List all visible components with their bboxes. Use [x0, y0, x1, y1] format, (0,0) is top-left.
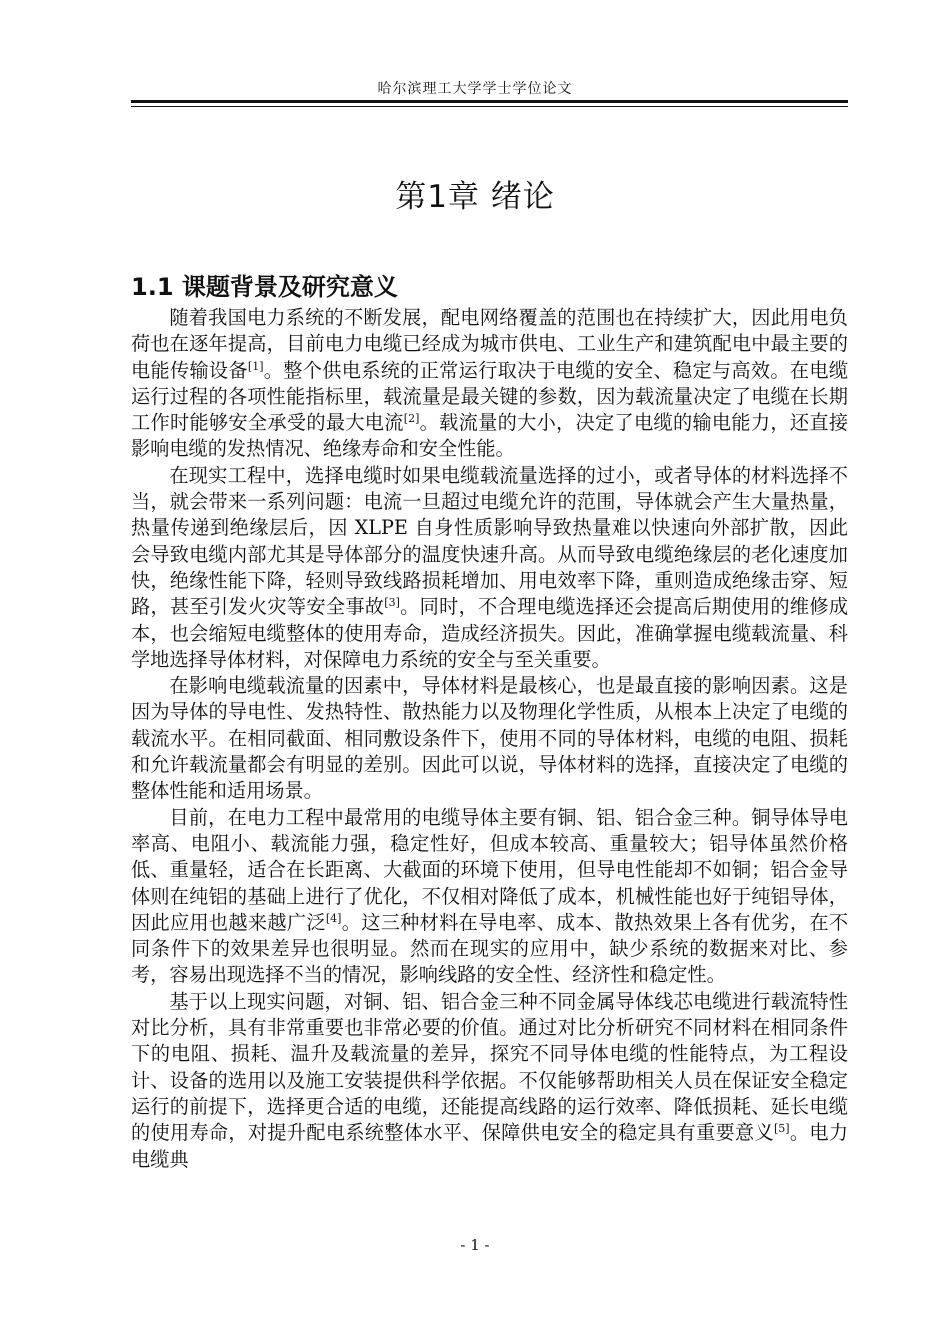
page-number: - 1 - [460, 1236, 490, 1254]
header-rule-thick [131, 100, 848, 103]
paragraph [131, 463, 848, 673]
section-title: 1.1 课题背景及研究意义 [131, 272, 398, 301]
paragraph [131, 989, 848, 1173]
citation-ref: [2] [403, 412, 420, 426]
paragraph [131, 305, 848, 463]
citation-ref: [1] [247, 359, 264, 373]
paragraph-text: 在现实工程中，选择电缆时如果电缆载流量选择的过小，或者导体的材料选择不当，就会带来一系列问题：电流一旦超过电缆允许的范围，导体就会产生大量热量，热量传递到绝缘层后，因 XLPE 自身性质影响导致热量难以快速向外部扩散，因此会导致电缆内部尤其是导体部分的温度快速升高。从而导致电缆绝缘层的老化速度加快，绝缘性能下降，轻则导致线路损耗增加、用电效率下降，重则造成绝缘击穿、短路，甚至引发火灾等安全事故 [131, 463, 848, 619]
citation-ref: [3] [384, 596, 400, 610]
paragraph-text: 。电力电缆典 [131, 1121, 849, 1171]
citation-ref: [5] [773, 1122, 790, 1136]
paragraph-text: 。载流量的大小，决定了电缆的输电能力，还直接影响电缆的发热情况、绝缘寿命和安全性能。 [131, 411, 849, 461]
paragraph-text: 在影响电缆载流量的因素中，导体材料是最核心，也是最直接的影响因素。这是因为导体的导电性、发热特性、散热能力以及物理化学性质，从根本上决定了电缆的载流水平。在相同截面、相同敷设条件下，使用不同的导体材料，电缆的电阻、损耗和允许载流量都会有明显的差别。因此可以说，导体材料的选择，直接决定了电缆的整体性能和适用场景。 [131, 674, 848, 803]
citation-ref: [4] [325, 911, 342, 925]
paragraph-text: 。这三种材料在导电率、成本、散热效果上各有优劣，在不同条件下的效果差异也很明显。然而在现实的应用中，缺少系统的数据来对比、参考，容易出现选择不当的情况，影响线路的安全性、经济性和稳定性。 [131, 910, 849, 987]
header-rule-thin [131, 106, 848, 107]
paragraph-text: 随着我国电力系统的不断发展，配电网络覆盖的范围也在持续扩大，因此用电负荷也在逐年提高，目前电力电缆已经成为城市供电、工业生产和建筑配电中最主要的电能传输设备 [131, 306, 848, 382]
paragraph-text: 。同时，不合理电缆选择还会提高后期使用的维修成本，也会缩短电缆整体的使用寿命，造成经济损失。因此，准确掌握电缆载流量、科学地选择导体材料，对保障电力系统的安全与至关重要。 [131, 595, 849, 671]
body-text [131, 305, 848, 1173]
running-header: 哈尔滨理工大学学士学位论文 [377, 81, 573, 97]
paragraph-text: 目前，在电力工程中最常用的电缆导体主要有铜、铝、铝合金三种。铜导体导电率高、电阻小、载流能力强，稳定性好，但成本较高、重量较大；铝导体虽然价格低、重量轻，适合在长距离、大截面的环境下使用，但导电性能却不如铜；铝合金导体则在纯铝的基础上进行了优化，不仅相对降低了成本，机械性能也好于纯铝导体，因此应用也越来越广泛 [131, 805, 848, 934]
chapter-title: 第1章 绪论 [395, 178, 555, 215]
paragraph [131, 673, 848, 804]
paragraph-text: 。整个供电系统的正常运行取决于电缆的安全、稳定与高效。在电缆运行过程的各项性能指标里，载流量是最关键的参数，因为载流量决定了电缆在长期工作时能够安全承受的最大电流 [131, 358, 849, 435]
paragraph-text: 基于以上现实问题，对铜、铝、铝合金三种不同金属导体线芯电缆进行载流特性对比分析，具有非常重要也非常必要的价值。通过对比分析研究不同材料在相同条件下的电阻、损耗、温升及载流量的差异，探究不同导体电缆的性能特点，为工程设计、设备的选用以及施工安装提供科学依据。不仅能够帮助相关人员在保证安全稳定运行的前提下，选择更合适的电缆，还能提高线路的运行效率、降低损耗、延长电缆的使用寿命，对提升配电系统整体水平、保障供电安全的稳定具有重要意义 [131, 989, 848, 1145]
paragraph [131, 805, 848, 989]
